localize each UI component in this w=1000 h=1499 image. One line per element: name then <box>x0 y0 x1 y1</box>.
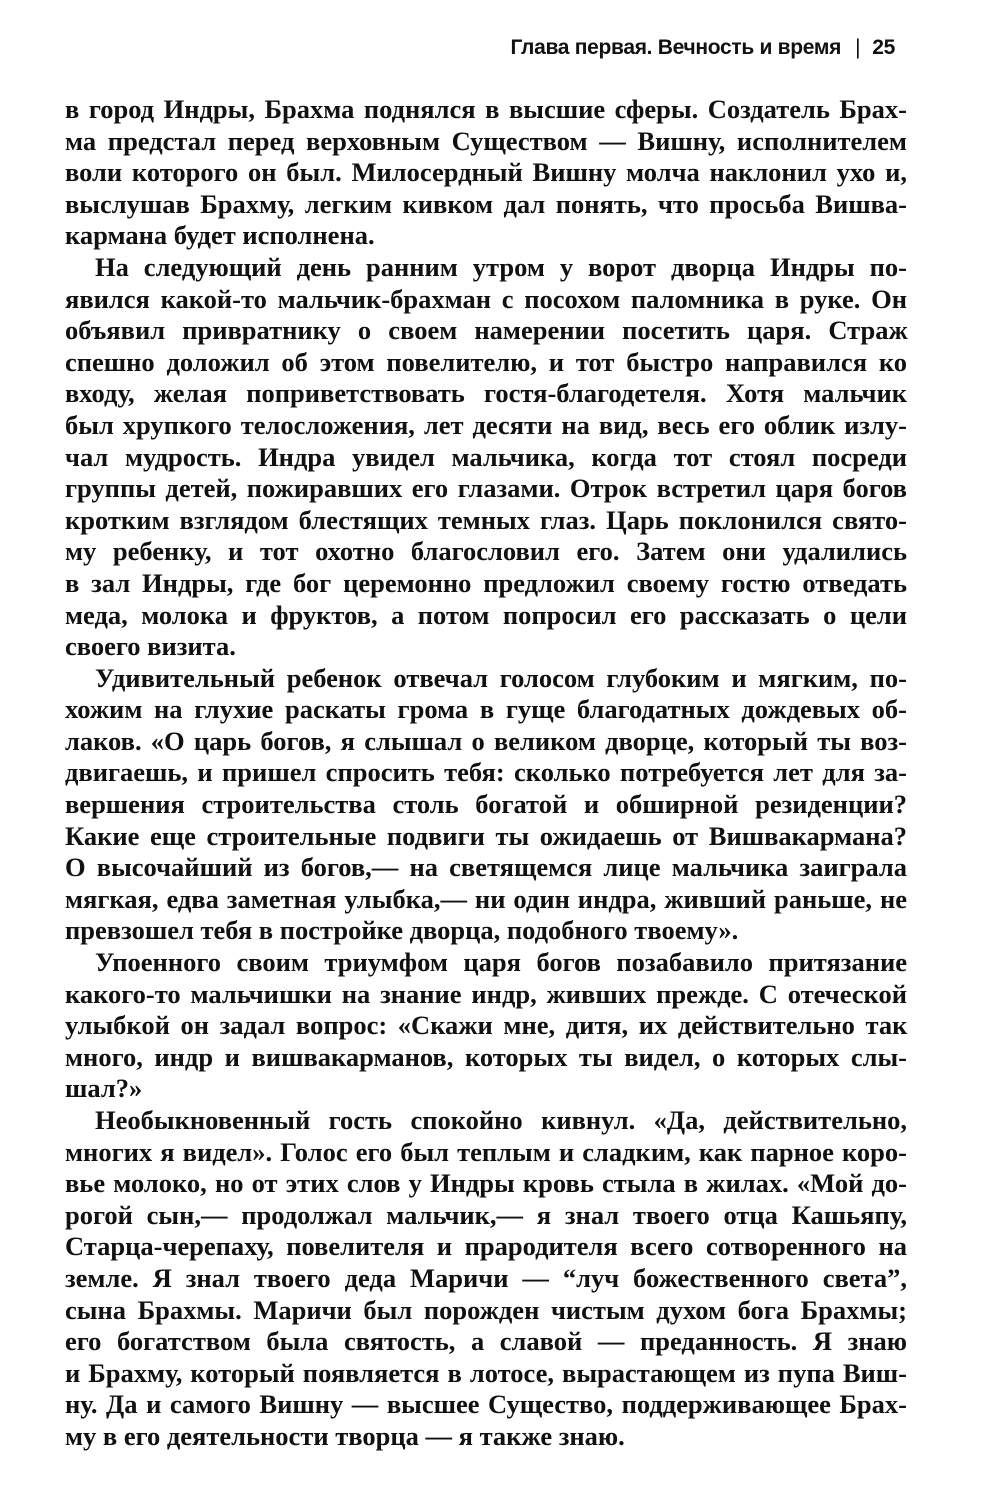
header-separator: | <box>855 36 861 59</box>
paragraph <box>65 663 907 947</box>
text-line: улыбкой он задал вопрос: «Скажи мне, дитя, их действительно так <box>65 1010 907 1041</box>
text-line: двигаешь, и пришел спросить тебя: сколько потребуется лет для за- <box>65 757 907 788</box>
text-line: своего визита. <box>65 631 236 662</box>
text-line: меда, молока и фруктов, а потом попросил его рассказать о цели <box>65 599 907 630</box>
text-line: Старца-черепаху, повелителя и прародителя всего сотворенного на <box>65 1231 907 1262</box>
text-line: много, индр и вишвакарманов, которых ты видел, о которых слы- <box>65 1041 907 1072</box>
text-line: Удивительный ребенок отвечал голосом глубоким и мягким, по- <box>95 662 907 693</box>
text-line: в город Индры, Брахма поднялся в высшие сферы. Создатель Брах- <box>65 94 907 124</box>
running-head <box>510 36 895 60</box>
text-line: в зал Индры, где бог церемонно предложил своему гостю отведать <box>65 567 907 598</box>
text-line: явился какой-то мальчик-брахман с посохом паломника в руке. Он <box>65 283 907 314</box>
text-line: Какие еще строительные подвиги ты ожидаешь от Вишвакармана? <box>65 820 907 851</box>
text-line: воли которого он был. Милосердный Вишну молча наклонил ухо и, <box>65 157 907 188</box>
text-line: вершения строительства столь богатой и обширной резиденции? <box>65 789 907 820</box>
text-line: рогой сын,— продолжал мальчик,— я знал твоего отца Кашьяпу, <box>65 1199 907 1230</box>
text-line: шал?» <box>65 1073 143 1104</box>
text-line: спешно доложил об этом повелителю, и тот быстро направился ко <box>65 346 907 377</box>
text-line: выслушав Брахму, легким кивком дал понять, что просьба Вишва- <box>65 188 907 219</box>
text-line: Необыкновенный гость спокойно кивнул. «Да, действительно, <box>95 1105 907 1135</box>
text-line: и Брахму, который появляется в лотосе, вырастающем из пупа Виш- <box>65 1357 907 1388</box>
text-line: мягкая, едва заметная улыбка,— ни один индра, живший раньше, не <box>65 883 907 914</box>
paragraph <box>65 947 907 1105</box>
text-line: лаков. «О царь богов, я слышал о великом дворце, который ты воз- <box>65 725 907 756</box>
text-line: группы детей, пожиравших его глазами. Отрок встретил царя богов <box>65 473 907 504</box>
text-line: На следующий день ранним утром у ворот дворца Индры по- <box>95 251 907 282</box>
text-line: О высочайший из богов,— на светящемся лице мальчика заиграла <box>65 852 907 883</box>
text-line: его богатством была святость, а славой — преданность. Я знаю <box>65 1326 907 1357</box>
paragraph <box>65 1105 907 1453</box>
text-line: ма предстал перед верховным Существом — Вишну, исполнителем <box>65 125 907 156</box>
text-line: кармана будет исполнена. <box>65 220 375 251</box>
text-line: объявил привратнику о своем намерении посетить царя. Страж <box>65 315 907 346</box>
text-line: превзошел тебя в постройке дворца, подобного твоему». <box>65 915 739 946</box>
text-line: входу, желая поприветствовать гостя-благодетеля. Хотя мальчик <box>65 378 907 409</box>
text-line: чал мудрость. Индра увидел мальчика, когда тот стоял посреди <box>65 441 907 472</box>
paragraph <box>65 252 907 663</box>
chapter-title: Глава первая. Вечность и время <box>510 36 842 59</box>
page-body <box>65 94 907 1453</box>
text-line: земле. Я знал твоего деда Маричи — “луч божественного света”, <box>65 1262 907 1293</box>
text-line: какого-то мальчишки на знание индр, живших прежде. С отеческой <box>65 978 907 1009</box>
text-line: вье молоко, но от этих слов у Индры кровь стыла в жилах. «Мой до- <box>65 1168 907 1199</box>
page-number: 25 <box>872 36 895 59</box>
text-line: му в его деятельности творца — я также знаю. <box>65 1420 625 1451</box>
text-line: Упоенного своим триумфом царя богов позабавило притязание <box>95 947 907 978</box>
text-line: сына Брахмы. Маричи был порожден чистым духом бога Брахмы; <box>65 1294 907 1325</box>
text-line: многих я видел». Голос его был теплым и сладким, как парное коро- <box>65 1136 907 1167</box>
text-line: был хрупкого телосложения, лет десяти на вид, весь его облик излу- <box>65 409 907 440</box>
text-line: кротким взглядом блестящих темных глаз. Царь поклонился свято- <box>65 504 907 535</box>
text-line: ну. Да и самого Вишну — высшее Существо, поддерживающее Брах- <box>65 1389 907 1420</box>
paragraph <box>65 94 907 252</box>
text-line: му ребенку, и тот охотно благословил его. Затем они удалились <box>65 536 907 567</box>
text-line: хожим на глухие раскаты грома в гуще благодатных дождевых об- <box>65 694 907 725</box>
